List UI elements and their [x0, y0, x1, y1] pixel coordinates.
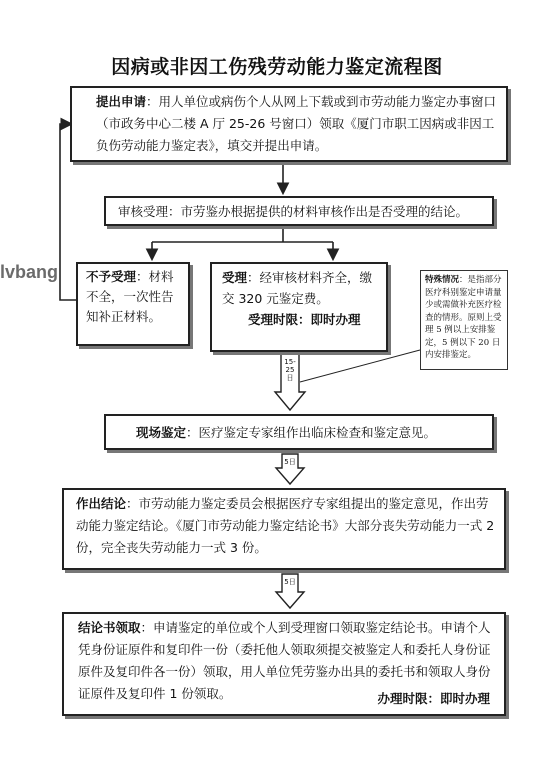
step-submit-text: ：用人单位或病伤个人从网上下载或到市劳动能力鉴定办事窗口（市政务中心二楼 A 厅 25-26 号窗口）领取《厦门市职工因病或非因工负伤劳动能力鉴定表》，填交并提出申请。 [96, 94, 497, 153]
step-conclusion-text: ：市劳动能力鉴定委员会根据医疗专家组提出的鉴定意见，作出劳动能力鉴定结论。《厦门市劳动能力鉴定结论书》大部分丧失劳动能力一式 2 份，完全丧失劳动能力一式 3 份。 [76, 496, 495, 555]
step-onsite-label: 现场鉴定 [136, 425, 187, 440]
step-reject [76, 262, 190, 346]
step-collect-time-value: ：即时办理 [427, 691, 490, 706]
special-note-pointer [300, 350, 420, 382]
step-onsite-text: ：医疗鉴定专家组作出临床检查和鉴定意见。 [186, 425, 437, 440]
step-collect-time-label: 办理时限 [377, 691, 428, 706]
special-note-label: 特殊情况 [425, 275, 460, 285]
step-collect-text: ：申请鉴定的单位或个人到受理窗口领取鉴定结论书。申请个人凭身份证原件和复印件一份（委托他人领取须提交被鉴定人和委托人身份证原件及复印件各一份）领取，用人单位凭劳鉴办出具的委托书和领取人身份证原件及复印件 1 份领取。 [78, 620, 491, 701]
page-title: 因病或非因工伤残劳动能力鉴定流程图 [111, 56, 443, 78]
step-collect [62, 612, 506, 716]
step-accept-time-value: ：即时办理 [298, 312, 361, 327]
step-reject-text: ：材料不全，一次性告知补正材料。 [86, 269, 174, 324]
watermark: lvbang [0, 262, 59, 282]
step-review-label: 审核受理 [118, 204, 169, 219]
special-note-text: ：是指部分医疗科别鉴定申请量少或需做补充医疗检查的情形。原则上受理 5 例以上安排鉴定，5 例以下 20 日内安排鉴定。 [425, 275, 502, 360]
special-note [420, 270, 508, 370]
step-accept-text: ：经审核材料齐全，缴交 320 元鉴定费。 [222, 270, 373, 306]
step-accept [210, 262, 388, 352]
step-submit-label: 提出申请 [96, 94, 147, 109]
arrow-label-2: 5日 [284, 458, 296, 466]
step-review-text: ：市劳鉴办根据提供的材料审核作出是否受理的结论。 [168, 204, 469, 219]
step-reject-label: 不予受理 [86, 269, 137, 284]
step-conclusion [62, 488, 506, 570]
arrow-label-3: 5日 [284, 578, 296, 586]
step-collect-label: 结论书领取 [78, 620, 141, 635]
step-review [104, 196, 494, 226]
step-accept-time-label: 受理时限 [248, 312, 299, 327]
step-conclusion-label: 作出结论 [76, 496, 127, 511]
step-submit [70, 86, 508, 162]
step-onsite [104, 414, 494, 450]
step-accept-label: 受理 [222, 270, 248, 285]
arrow-label-1: 15-25日 [284, 358, 296, 382]
